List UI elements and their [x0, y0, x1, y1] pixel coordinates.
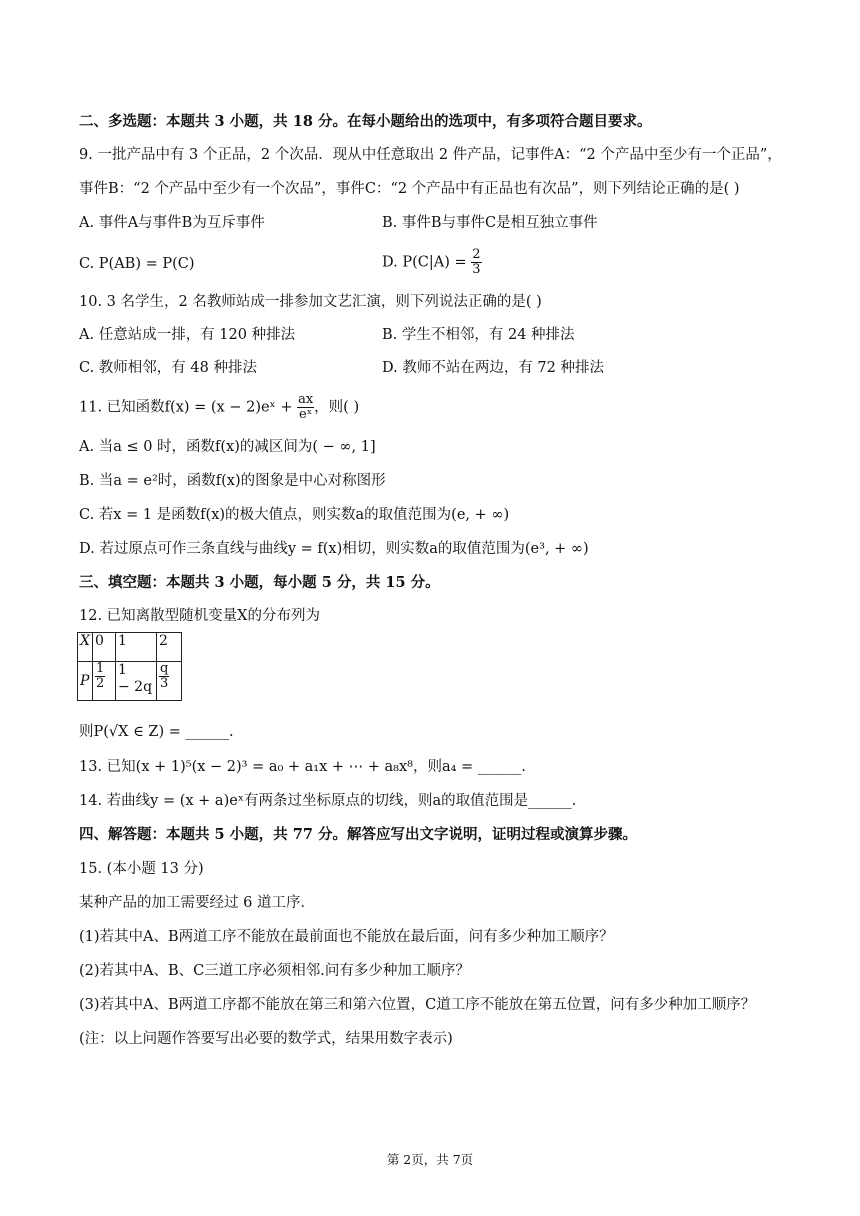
q9-stem-line2: 事件B：“2 个产品中至少有一个次品”，事件C：“2 个产品中有正品也有次品”，则下列结论正确的是( ) — [79, 181, 740, 197]
q10-option-b: B. 学生不相邻，有 24 种排法 — [382, 327, 575, 343]
page-footer: 第 2页，共 7页 — [386, 1152, 474, 1167]
table-cell — [157, 662, 182, 701]
p0-fraction: $\frac{1}{2}$ — [96, 661, 105, 691]
q15-part2: (2)若其中A、B、C三道工序必须相邻.问有多少种加工顺序？ — [79, 963, 470, 979]
table-cell: 1 − 2q — [116, 662, 157, 701]
q15-intro: 某种产品的加工需要经过 6 道工序． — [79, 895, 315, 911]
table-cell: 2 — [157, 633, 182, 662]
q11-option-d: D. 若过原点可作三条直线与曲线y = f(x)相切，则实数a的取值范围为(e³, + ∞) — [79, 541, 589, 557]
table-cell — [93, 662, 116, 701]
section-2-heading: 二、多选题：本题共 3 小题，共 18 分。在每小题给出的选项中，有多项符合题目要求。 — [79, 113, 652, 130]
q9-option-d-text: D. P(C|A) = — [382, 254, 472, 271]
section-4-heading: 四、解答题：本题共 5 小题，共 77 分。解答应写出文字说明，证明过程或演算步骤。 — [79, 826, 637, 843]
q9-option-a: A. 事件A与事件B为互斥事件 — [79, 215, 265, 231]
q12-answer-line: 则P(√X ∈ Z) = ______. — [79, 724, 234, 740]
table-cell: P — [78, 662, 93, 701]
q10-option-d: D. 教师不站在两边，有 72 种排法 — [382, 360, 604, 376]
q11-option-c: C. 若x = 1 是函数f(x)的极大值点，则实数a的取值范围为(e, + ∞) — [79, 507, 510, 523]
q11-option-a: A. 当a ≤ 0 时，函数f(x)的减区间为( − ∞, 1] — [79, 439, 376, 455]
q10-stem: 10. 3 名学生，2 名教师站成一排参加文艺汇演，则下列说法正确的是( ) — [79, 294, 542, 310]
table-cell: 0 — [93, 633, 116, 662]
q10-option-c: C. 教师相邻，有 48 种排法 — [79, 360, 257, 376]
table-cell: X — [78, 633, 93, 662]
q15-note: (注：以上问题作答要写出必要的数学式，结果用数字表示) — [79, 1031, 453, 1047]
q10-option-a: A. 任意站成一排，有 120 种排法 — [79, 327, 296, 343]
q15-part3: (3)若其中A、B两道工序都不能放在第三和第六位置，C道工序不能放在第五位置，问有多少种加工顺序？ — [79, 997, 756, 1013]
q9-stem-line1: 9. 一批产品中有 3 个正品，2 个次品．现从中任意取出 2 件产品，记事件A：“2 个产品中至少有一个正品”， — [79, 147, 782, 163]
q11-stem: 11. 已知函数f(x) = (x − 2)eˣ + $\frac{ax}{\text{eˣ}}$ ，则( ) — [79, 392, 360, 422]
table-cell: 1 — [116, 633, 157, 662]
p2-fraction: $\frac{q}{3}$ — [160, 661, 169, 691]
q11-option-b: B. 当a = e²时，函数f(x)的图象是中心对称图形 — [79, 473, 386, 489]
q12-stem: 12. 已知离散型随机变量X的分布列为 — [79, 608, 320, 624]
q15-title: 15. (本小题 13 分) — [79, 861, 204, 877]
distribution-table — [77, 632, 182, 701]
q9-option-d — [382, 248, 482, 277]
q9-option-c: C. P(AB) = P(C) — [79, 256, 195, 272]
section-3-heading: 三、填空题：本题共 3 小题，每小题 5 分，共 15 分。 — [79, 574, 440, 591]
q14: 14. 若曲线y = (x + a)eˣ有两条过坐标原点的切线，则a的取值范围是______. — [79, 793, 577, 809]
q15-part1: (1)若其中A、B两道工序不能放在最前面也不能放在最后面，问有多少种加工顺序？ — [79, 929, 614, 945]
q9-option-b: B. 事件B与事件C是相互独立事件 — [382, 215, 598, 231]
q11-fraction: $\frac{ax}{\text{eˣ}}$ — [298, 392, 314, 422]
q9-option-d-fraction: $\frac{2}{3}$ — [472, 247, 481, 277]
q13: 13. 已知(x + 1)⁵(x − 2)³ = a₀ + a₁x + ⋯ + a₈x⁸，则a₄ = ______. — [79, 759, 526, 775]
